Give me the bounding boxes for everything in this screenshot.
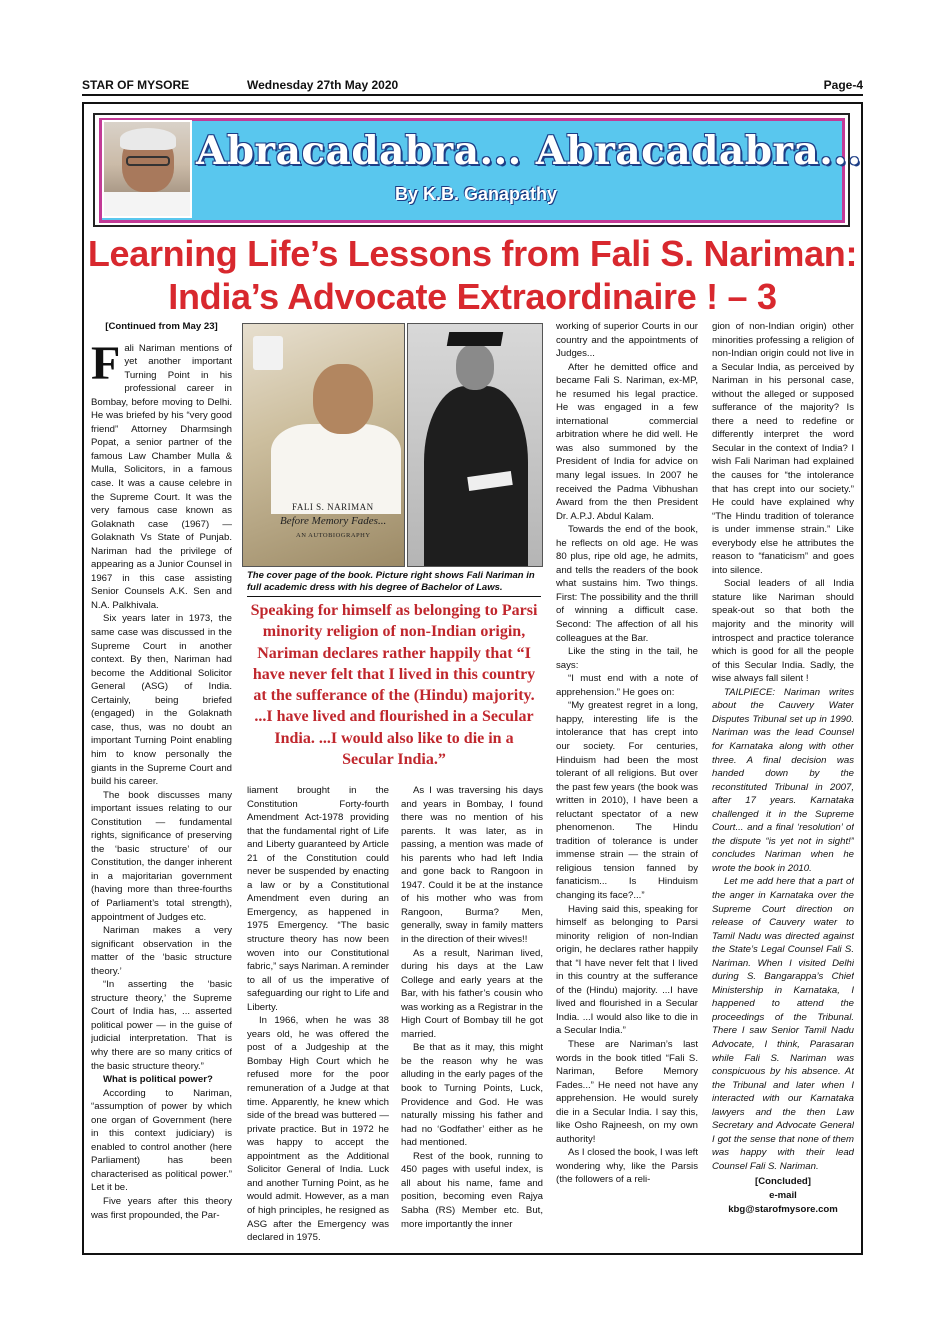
paragraph: After he demitted office and became Fali S. Nariman, ex-MP, he resumed his legal practice. He was engaged in a few international commercial arbitration where he did well. He was also summoned by the President of India for advice on many legal issues. In 2007 he received the Padma Vibhushan Award from the then President Dr. A.P.J. Abdul Kalam. [556,361,698,522]
paragraph: The book discusses many important issues relating to our Constitution — fundamental rights, significance of preserving the ‘basic structure’ of our Constitution, the danger inherent in a majoritarian government (having more than three-fourths of Parliament’s total strength), appointment of Judges etc. [91,789,232,923]
article-column-2 [247,784,389,1245]
paragraph: As I was traversing his days and years in Bombay, I found there was no mention of his parents. It was later, as in passing, a mention was made of his parents who had left India and gone back to Rangoon in 1947. Could it be at the instance of his mother who was from Rangoon, Burma? Men, generally, sway in family matters in the direction of their wives!! [401,785,543,946]
book-cover-author: FALI S. NARIMAN [292,502,374,512]
paragraph: Having said this, speaking for himself as belonging to Parsi minority religion of non-Indian origin, he declares rather happily that “I have never felt that I lived in this country at the sufferance of the (Hindu) majority. ...I have lived and flourished in a Secular India. ...I would also like to die in a Secular India.” [556,903,698,1037]
paragraph: In 1966, when he was 38 years old, he was offered the post of a Judgeship at the Bombay High Court which he refused more for the poor remuneration of a Judge at that time. Apparently, he knew which side of the bread was buttered — private practice. But in 1972 he was happy to accept the appointment as the Additional Solicitor General of India. Luck and another Turning Point, as he would admit. However, as a man of high principles, he resigned as ASG after the Emergency was declared in 1975. [247,1015,389,1244]
article-column-4 [556,320,698,1245]
pull-quote: Speaking for himself as belonging to Parsi minority religion of non-Indian origin, Nariman declares rather happily that “I have never felt that I lived in this country at the sufferance of the (Hindu) majority. ...I have lived and flourished in a Secular India. ...I would also like to die in a Secular India.” [250,602,538,769]
book-cover-photo [242,323,405,567]
column-byline: By K.B. Ganapathy [394,184,558,204]
article-column-3 [401,784,543,1245]
author-email[interactable]: kbg@starofmysore.com [728,1203,838,1215]
page-number: Page-4 [823,78,863,92]
masthead [82,76,863,94]
paragraph: “In asserting the ‘basic structure theory,’ the Supreme Court of India has, ... asserted political power — in the guise of judicial interpretation. That is why there are so many critics of the basic structure theory.” [91,979,232,1072]
article-column-1 [91,320,232,1245]
paragraph: “My greatest regret in a long, happy, interesting life is the intolerance that has crept into our society. For centuries, Hinduism had been the most tolerant of all religions. But over the past few years (the book was written in 2010), I have been a reluctant spectator of a new phenomenon. The Hindu tradition of tolerance is under immense strain — the strain of religious tension fanned by fanaticism... Is Hinduism changing its face?...” [556,700,698,901]
paragraph: Towards the end of the book, he reflects on old age. He was 80 plus, ripe old age, he admits, and tells the readers of the book what sustains him. Two things. First: The possibility and the thrill of winning a difficult case. Second: The affection of all his colleagues at the Bar. [556,524,698,644]
paragraph: ali Nariman mentions of yet another important Turning Point in his professional career in Bombay, before moving to Delhi. He was briefed by his “very good friend” Attorney Dharmsingh Popat, a senior partner of the famous Law Chamber Mulla & Mulla, Solicitors, in a famous case. It was a cause celebre in the Supreme Court. It was the very famous case known as Golaknath case (1967) — Golaknath Vs State of Punjab. Nariman had the privilege of appearing as a Junior Counsel in 1967 in this case assisting Senior Counsels A.K. Sen and N.A. Palkhivala. [91,342,232,611]
paragraph: As I closed the book, I was left wondering why, like the Parsis (the followers of a reli- [556,1147,698,1186]
author-portrait [102,120,192,218]
article-column-5 [712,320,854,1245]
paragraph: “I must end with a note of apprehension.” He goes on: [556,673,698,698]
paragraph: As a result, Nariman lived, during his days at the Law College and early years at the Bar, with his father’s cousin who was working as a Registrar in the High Court of Bombay till he got married. [401,947,543,1040]
newspaper-name: STAR OF MYSORE [82,78,190,92]
article-headline [84,232,861,318]
graduation-photo [407,323,543,567]
paragraph: Six years later in 1973, the same case was discussed in the Supreme Court in another context. By then, Nariman had become the Additional Solicitor General (ASG) of India. Certainly, being briefed (engaged) in the Golaknath case, thus, was no doubt an important Turning Point enabling him to know personally the giants in the Supreme Court and build his career. [91,613,232,788]
paragraph: liament brought in the Constitution Forty-fourth Amendment Act-1978 providing that the fundamental right of Life and Liberty guaranteed by Article 21 of the Constitution could never be suspended by enacting a law or by a Constitutional Amendment even during an Emergency, as happened in 1975 Emergency. “The basic structure theory has now been woven into our Constitutional fabric,” says Nariman. A reminder to all of us the imperative of safeguarding our right to Life and Liberty. [247,785,389,1013]
concluded-note: [Concluded] [755,1176,811,1188]
photo-caption: The cover page of the book. Picture right shows Fali Nariman in full academic dress with his degree of Bachelor of Laws. [247,570,535,593]
continued-note: [Continued from May 23] [105,321,218,332]
issue-date: Wednesday 27th May 2020 [247,78,399,92]
paragraph: Five years after this theory was first propounded, the Par- [91,1196,232,1221]
paragraph: Be that as it may, this might be the reason why he was alluding in the early pages of the book to Turning Points, Luck, Providence and God. He was naturally missing his father and had no ‘Godfather’ either as he had mentioned. [401,1042,543,1149]
paragraph: Let me add here that a part of the anger in Karnataka over the Supreme Court direction on release of Cauvery water to Tamil Nadu was directed against the State’s Legal Counsel Fali S. Nariman. When I visited Delhi during S. Bangarappa’s Chief Ministership in Karnataka, I happened to attend the proceedings of the Tribunal. There I saw Senior Tamil Nadu Advocate, I think, Parasaran while Fali S. Nariman was conspicuous by his absence. At the Tribunal and later when I interacted with our Karnataka lawyers and the then Law Secretary and Advocate General I got the sense that none of them was happy with their lead Counsel Fali S. Nariman. [712,876,854,1172]
book-cover-title: Before Memory Fades... [280,515,387,527]
book-cover-subtitle: AN AUTOBIOGRAPHY [296,532,371,539]
email-label: e-mail [769,1190,797,1201]
caption-divider [247,596,541,597]
tailpiece-paragraph: TAILPIECE: Nariman writes about the Cauvery Water Disputes Tribunal set up in 1990. Nariman was the lead Counsel for Karnataka along with other three. A final decision was handed down by the reconstituted Tribunal in 2007, after 17 years. Karnataka challenged it in the Supreme Court... and a final ‘resolution’ of the dispute “is yet not in sight!” concludes Nariman when he wrote the book in 2010. [712,686,854,874]
paragraph: According to Nariman, “assumption of power by which one organ of Government (here in this context judiciary) is enabled to control another (here Parliament) has been characterised as political power.” Let it be. [91,1087,232,1194]
paragraph: Social leaders of all India stature like Nariman should speak-out so that both the majority and the minority will introspect and practice tolerance which is good for all the people of this Secular India. Sadly, the wise always fall silent ! [712,578,854,685]
subheading: What is political power? [103,1074,213,1086]
drop-cap: F [91,336,121,390]
headline-line-2: India’s Advocate Extraordinaire ! – 3 [168,276,777,317]
headline-line-1: Learning Life’s Lessons from Fali S. Nariman: [87,233,858,274]
masthead-divider [82,94,863,96]
paragraph: gion of non-Indian origin) other minorities professing a religion of non-Indian origin could not live in a Secular India, as perceived by Nariman in his personal case, without the alleged or supposed sufferance of the majority? Is there a need to redefine or differently interpret the word Secular in the context of India? I wish Fali Nariman had explained the causes for “the intolerance that has crept into our society.” He could have explained why “The Hindu tradition of tolerance is under immense strain.” Like everybody else he attributes the reason to “fanaticism” and goes into silence. [712,321,854,576]
paragraph: Like the sting in the tail, he says: [556,646,698,671]
paragraph: These are Nariman’s last words in the book titled “Fali S. Nariman, Before Memory Fades...” He need not have any apprehension. He would surely die in a Secular India. I say this, like Osho Rajneesh, on my own authority! [556,1038,698,1145]
paragraph: Rest of the book, running to 450 pages with useful index, is all about his name, fame and position, becoming even Rajya Sabha (RS) Member etc. But, more importantly the inner [401,1150,543,1230]
paragraph: Nariman makes a very significant observation in the matter of the ‘basic structure theory.’ [91,925,232,977]
paragraph: working of superior Courts in our country and the appointments of Judges... [556,321,698,360]
column-title: Abracadabra... Abracadabra... [196,128,862,174]
